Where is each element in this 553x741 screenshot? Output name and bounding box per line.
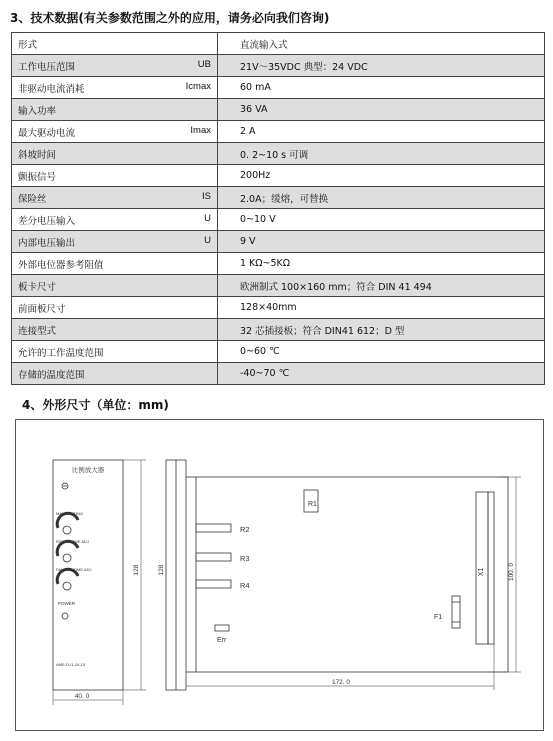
spec-value-cell: 36 VA bbox=[217, 99, 544, 121]
x1-label: X1 bbox=[478, 567, 485, 577]
spec-param-label: 斜坡时间 bbox=[18, 149, 57, 161]
spec-param-cell bbox=[12, 363, 218, 385]
spec-param-cell bbox=[12, 143, 218, 165]
spec-param-cell bbox=[12, 165, 218, 187]
spec-param-symbol: U bbox=[204, 212, 211, 224]
power-led-icon bbox=[62, 613, 68, 619]
spec-row bbox=[12, 275, 545, 297]
spec-param-cell bbox=[12, 121, 218, 143]
front-panel-outline bbox=[53, 460, 123, 690]
spec-param-label: 板卡尺寸 bbox=[18, 281, 57, 293]
side-plate-outline bbox=[166, 460, 176, 690]
f1-label: F1 bbox=[434, 614, 443, 621]
spec-row bbox=[12, 99, 545, 121]
spec-value-cell: 1 KΩ~5KΩ bbox=[217, 253, 544, 275]
spec-value-cell: 0~60 ℃ bbox=[217, 341, 544, 363]
spec-param-label: 内部电压输出 bbox=[18, 237, 76, 249]
spec-param-cell bbox=[12, 275, 218, 297]
dim-side-label: 128 bbox=[158, 564, 165, 576]
spec-param-symbol: U bbox=[204, 234, 211, 246]
spec-param-label: 差分电压输入 bbox=[18, 215, 76, 227]
potentiometer-r3 bbox=[196, 553, 231, 561]
spec-value-cell: -40~70 ℃ bbox=[217, 363, 544, 385]
rising-time-label: RISING TIME ADJ bbox=[56, 539, 89, 544]
max-setting-label: MAX SETTING bbox=[56, 511, 84, 516]
spec-param-label: 允许的工作温度范围 bbox=[18, 347, 104, 359]
spec-param-label: 前面板尺寸 bbox=[18, 303, 66, 315]
spec-value-cell: 21V～35VDC 典型：24 VDC bbox=[217, 55, 544, 77]
spec-param-label: 最大驱动电流 bbox=[18, 127, 76, 139]
spec-row bbox=[12, 165, 545, 187]
spec-value-cell: 直流输入式 bbox=[217, 33, 544, 55]
spec-param-label: 形式 bbox=[18, 39, 38, 51]
falling-time-knob-icon bbox=[63, 582, 71, 590]
panel-title: 比例放大器 bbox=[71, 467, 105, 474]
spec-row bbox=[12, 143, 545, 165]
potentiometer-r4 bbox=[196, 580, 231, 588]
falling-time-label: FALLING TIME ADJ bbox=[56, 567, 92, 572]
spec-param-label: 颤振信号 bbox=[18, 171, 57, 183]
spec-value-cell: 2 A bbox=[217, 121, 544, 143]
spec-value-cell: 32 芯插接板；符合 DIN41 612；D 型 bbox=[217, 319, 544, 341]
spec-param-symbol: Icmax bbox=[185, 80, 211, 92]
spec-param-label: 保险丝 bbox=[18, 193, 47, 205]
r3-label: R3 bbox=[240, 554, 250, 563]
model-label: AME-D-I1-24-10 bbox=[56, 662, 86, 667]
r2-label: R2 bbox=[240, 525, 250, 534]
dimension-drawing-frame bbox=[15, 419, 544, 731]
spec-param-label: 连接型式 bbox=[18, 325, 57, 337]
spec-param-label: 存储的温度范围 bbox=[18, 369, 85, 381]
spec-param-label: 工作电压范围 bbox=[18, 61, 76, 73]
spec-row bbox=[12, 319, 545, 341]
spec-value-cell: 200Hz bbox=[217, 165, 544, 187]
connector-x1-body bbox=[488, 492, 494, 644]
spec-table bbox=[11, 32, 545, 385]
spec-param-cell bbox=[12, 55, 218, 77]
spec-row bbox=[12, 121, 545, 143]
dim-height-label: 128 bbox=[133, 564, 140, 576]
spec-param-cell bbox=[12, 77, 218, 99]
spec-row bbox=[12, 77, 545, 99]
max-setting-knob-icon bbox=[63, 526, 71, 534]
dimension-drawing bbox=[16, 420, 543, 730]
spec-param-symbol: IS bbox=[202, 190, 211, 202]
spec-param-cell bbox=[12, 253, 218, 275]
spec-value-cell: 128×40mm bbox=[217, 297, 544, 319]
fuse-f1 bbox=[452, 596, 460, 628]
r4-label: R4 bbox=[240, 581, 250, 590]
dim-width-label: 40. 0 bbox=[74, 693, 90, 700]
potentiometer-r2 bbox=[196, 524, 231, 532]
spec-param-label: 非驱动电流消耗 bbox=[18, 83, 85, 95]
power-label: POWER bbox=[58, 601, 76, 606]
spec-value-cell: 2.0A；缓熔，可替换 bbox=[217, 187, 544, 209]
spec-value-cell: 0~10 V bbox=[217, 209, 544, 231]
spec-value-cell: 9 V bbox=[217, 231, 544, 253]
spec-row bbox=[12, 341, 545, 363]
spec-value-cell: 60 mA bbox=[217, 77, 544, 99]
spec-value-cell: 欧洲制式 100×160 mm；符合 DIN 41 494 bbox=[217, 275, 544, 297]
spec-row bbox=[12, 231, 545, 253]
spec-param-cell bbox=[12, 99, 218, 121]
err-led bbox=[215, 625, 229, 631]
dim-length-label: 172. 0 bbox=[331, 679, 351, 686]
spec-row bbox=[12, 253, 545, 275]
section-4-heading: 4、外形尺寸（单位：mm) bbox=[22, 398, 169, 412]
err-label: Err bbox=[217, 637, 227, 644]
spec-row bbox=[12, 209, 545, 231]
spec-value-cell: 0. 2~10 s 可调 bbox=[217, 143, 544, 165]
spec-param-cell bbox=[12, 319, 218, 341]
section-3-heading: 3、技术数据(有关参数范围之外的应用，请务必向我们咨询) bbox=[10, 11, 330, 25]
spec-param-cell bbox=[12, 209, 218, 231]
spec-param-cell bbox=[12, 187, 218, 209]
dim-board-label: 100. 0 bbox=[508, 562, 515, 582]
spec-param-label: 输入功率 bbox=[18, 105, 57, 117]
spec-row bbox=[12, 187, 545, 209]
r1-label: R1 bbox=[308, 501, 317, 508]
pcb-board-outline bbox=[196, 477, 508, 672]
spec-param-cell bbox=[12, 33, 218, 55]
rising-time-knob-icon bbox=[63, 554, 71, 562]
spec-param-cell bbox=[12, 341, 218, 363]
spec-row bbox=[12, 33, 545, 55]
spec-param-symbol: UB bbox=[197, 58, 211, 70]
spec-param-cell bbox=[12, 231, 218, 253]
spec-row bbox=[12, 297, 545, 319]
spec-param-cell bbox=[12, 297, 218, 319]
spec-row bbox=[12, 363, 545, 385]
spec-param-label: 外部电位器参考阻值 bbox=[18, 259, 104, 271]
spec-row bbox=[12, 55, 545, 77]
spec-param-symbol: Imax bbox=[190, 124, 211, 136]
